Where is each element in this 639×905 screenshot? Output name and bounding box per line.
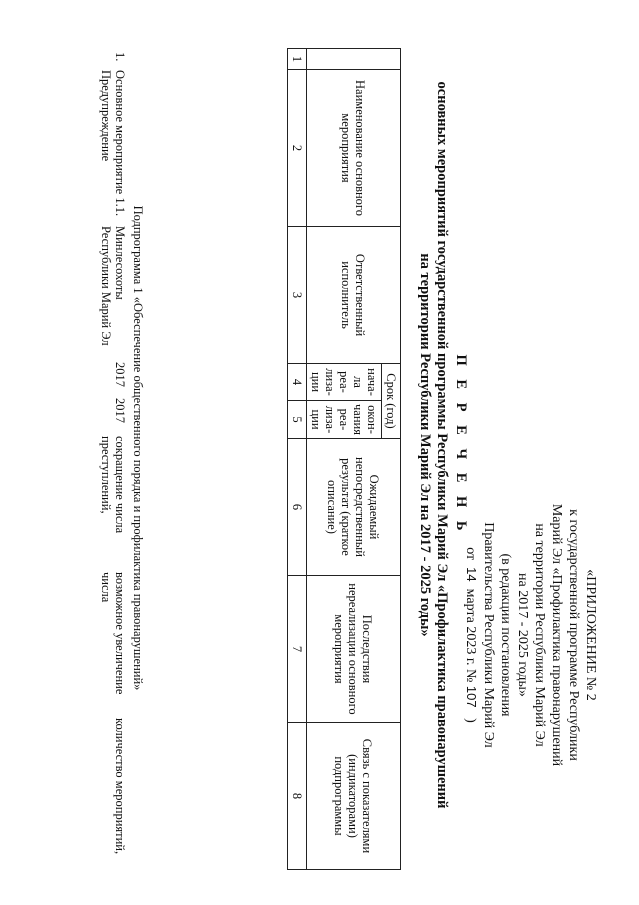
header-cell-result: Ожидаемый непосредственный результат (краткое описание): [307, 438, 401, 575]
header-cell-start: нача- ла реа- лиза- ции: [307, 364, 382, 401]
annex-date-mid: марта 2023 г. №: [463, 588, 478, 683]
row1-consequences: возможное увеличение числа: [99, 572, 127, 695]
annex-line-2: к государственной программе Республики: [566, 509, 581, 761]
col-num-7: 7: [288, 575, 307, 722]
row1-executor: Минлесохоты Республики Марий Эл: [99, 226, 127, 346]
annex-date-day: 14: [464, 567, 479, 582]
row1-result: сокращение числа преступлений,: [99, 436, 127, 534]
col-num-1: 1: [288, 49, 307, 70]
document-title: [416, 20, 469, 870]
annex-number: 107: [464, 685, 479, 708]
row1-link: количество мероприятий,: [113, 718, 127, 855]
col-num-4: 4: [288, 364, 307, 401]
annex-line-5: на 2017 - 2025 годы»: [515, 573, 530, 697]
title-sub-2: на территории Республики Марий Эл на 2017 - 2025 годы»: [417, 253, 433, 637]
col-num-2: 2: [288, 70, 307, 227]
row1-end: 2017: [113, 398, 127, 423]
row1-number: 1.: [113, 52, 127, 62]
annex-line-1: «ПРИЛОЖЕНИЕ № 2: [583, 569, 598, 701]
header-cell-name: Наименование основного мероприятия: [307, 70, 401, 227]
col-num-5: 5: [288, 401, 307, 439]
header-cell-end: окон- чания реа- лиза- ции: [307, 401, 382, 439]
row1-start: 2017: [113, 362, 127, 387]
subprogram-heading: Подпрограмма 1 «Обеспечение общественного порядка и профилактика правонарушений»: [131, 205, 145, 691]
title-sub-1: основных мероприятий государственной программы Республики Марий Эл «Профилактика правонарушений: [434, 81, 450, 809]
col-num-6: 6: [288, 438, 307, 575]
annex-date-end: ): [463, 718, 478, 723]
title-main: П Е Р Е Ч Е Н Ь: [453, 354, 469, 536]
annex-header: [462, 470, 599, 800]
header-cell-term: Срок (год): [382, 364, 401, 439]
row1-name: Основное мероприятие 1.1. Предупреждение: [99, 70, 127, 217]
annex-line-6: (в редакции постановления: [498, 553, 513, 717]
header-cell-link: Связь с показателями (индикаторами) подпрограммы: [307, 722, 401, 869]
col-num-3: 3: [288, 227, 307, 364]
annex-line-3: Марий Эл «Профилактика правонарушений: [549, 503, 564, 767]
measures-table: [287, 48, 401, 870]
header-cell-executor: Ответственный исполнитель: [307, 227, 401, 364]
annex-line-4: на территории Республики Марий Эл: [532, 523, 547, 747]
col-num-8: 8: [288, 722, 307, 869]
header-cell-num: [307, 49, 401, 70]
annex-date-prefix: от: [463, 547, 478, 561]
header-cell-consequences: Последствия нереализации основного мероприятия: [307, 575, 401, 722]
annex-line-7: Правительства Республики Марий Эл: [481, 522, 496, 748]
